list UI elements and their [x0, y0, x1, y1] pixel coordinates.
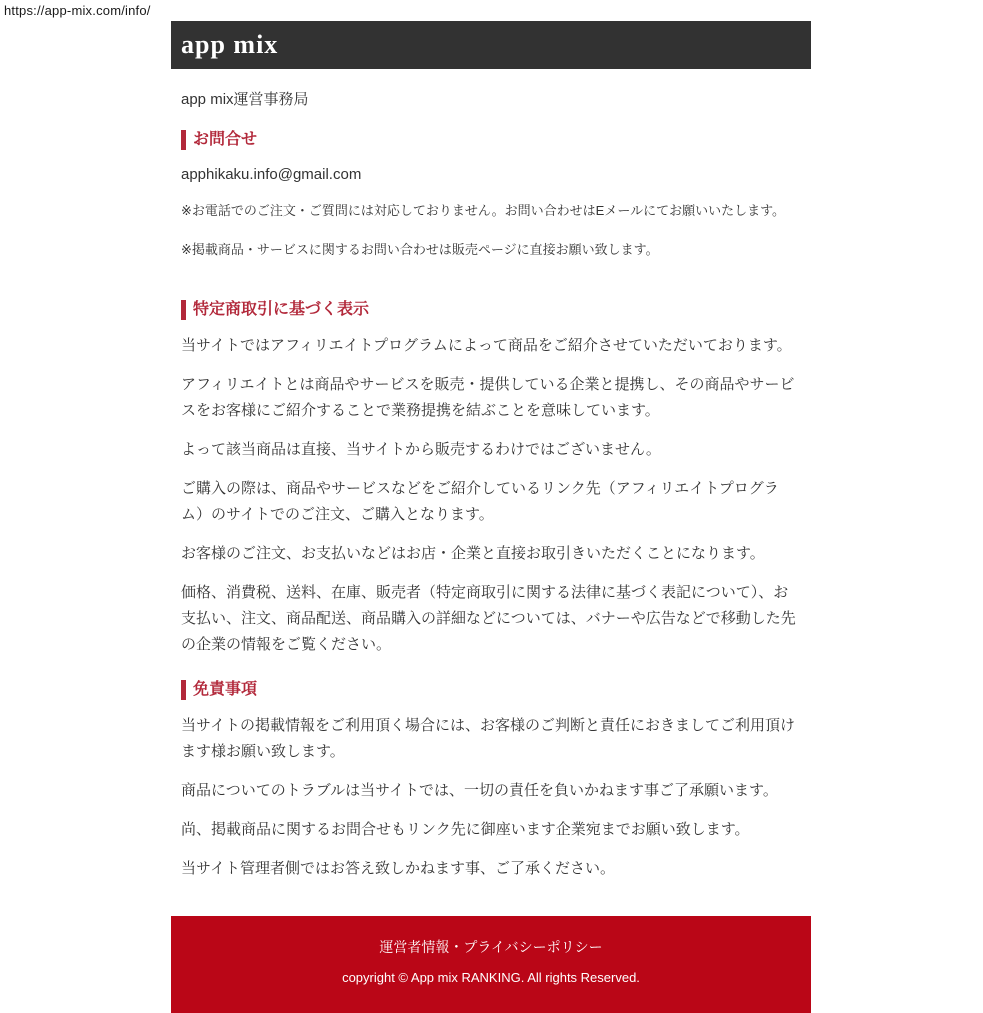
site-header [171, 21, 811, 69]
footer-privacy-link[interactable]: 運営者情報・プライバシーポリシー [379, 939, 603, 955]
paragraph: 当サイトではアフィリエイトプログラムによって商品をご紹介させていただいております。 [181, 337, 792, 354]
paragraph: 尚、掲載商品に関するお問合せもリンク先に御座います企業宛までお願い致します。 [181, 821, 750, 838]
intro-text: app mix運営事務局 [181, 91, 309, 108]
paragraph: お客様のご注文、お支払いなどはお店・企業と直接お取引きいただくことになります。 [181, 545, 765, 562]
site-title[interactable]: app mix [181, 30, 279, 59]
site-footer [171, 916, 811, 1013]
section-heading-disclaimer: 免責事項 [181, 680, 801, 700]
copyright-text: copyright © App mix RANKING. All rights Reserved. [342, 970, 640, 985]
contact-email: apphikaku.info@gmail.com [181, 166, 362, 183]
section-heading-contact: お問合せ [181, 130, 801, 150]
paragraph: ご購入の際は、商品やサービスなどをご紹介しているリンク先（アフィリエイトプログラム）のサイトでのご注文、ご購入となります。 [181, 480, 779, 523]
section-heading-commerce-law: 特定商取引に基づく表示 [181, 300, 801, 320]
browser-url[interactable]: https://app-mix.com/info/ [4, 3, 151, 18]
paragraph: 当サイトの掲載情報をご利用頂く場合には、お客様のご判断と責任におきましてご利用頂けます様お願い致します。 [181, 717, 795, 760]
page-container [171, 21, 811, 1013]
contact-note: ※掲載商品・サービスに関するお問い合わせは販売ページに直接お願い致します。 [181, 242, 659, 257]
paragraph: アフィリエイトとは商品やサービスを販売・提供している企業と提携し、その商品やサービスをお客様にご紹介することで業務提携を結ぶことを意味しています。 [181, 376, 795, 419]
paragraph: 当サイト管理者側ではお答え致しかねます事、ご了承ください。 [181, 860, 615, 877]
paragraph: 商品についてのトラブルは当サイトでは、一切の責任を負いかねます事ご了承願います。 [181, 782, 778, 799]
main-content [171, 88, 811, 882]
paragraph: よって該当商品は直接、当サイトから販売するわけではございません。 [181, 441, 661, 458]
contact-note: ※お電話でのご注文・ご質問には対応しておりません。お問い合わせはEメールにてお願いいたします。 [181, 203, 786, 218]
paragraph: 価格、消費税、送料、在庫、販売者（特定商取引に関する法律に基づく表記について）、お支払い、注文、商品配送、商品購入の詳細などについては、バナーや広告などで移動した先の企業の情報をご覧ください。 [181, 584, 796, 653]
